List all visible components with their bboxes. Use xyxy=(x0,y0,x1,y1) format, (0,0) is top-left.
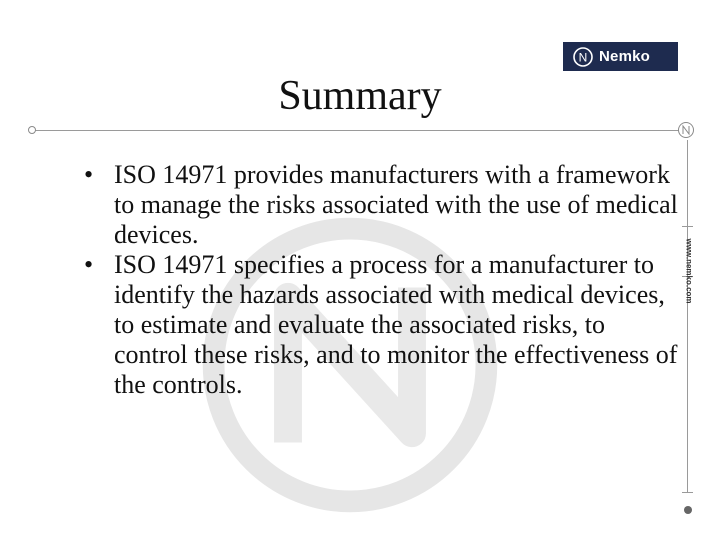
horizontal-rule xyxy=(33,130,683,131)
rule-end-dot-icon xyxy=(684,506,692,514)
rule-end-circle-icon xyxy=(28,126,36,134)
nemko-logo-mark-icon xyxy=(572,46,594,68)
vertical-rule xyxy=(687,140,688,492)
bullet-marker: • xyxy=(84,250,94,279)
bullet-marker: • xyxy=(84,160,94,189)
corner-n-mark-icon xyxy=(676,120,696,140)
nemko-logo xyxy=(563,42,678,71)
rule-tick xyxy=(682,492,693,493)
bullet-text: ISO 14971 provides manufacturers with a framework to manage the risks associated with the use of medical devices. xyxy=(114,160,678,249)
website-label: www.nemko.com xyxy=(684,238,694,304)
website-label-box xyxy=(683,236,695,306)
logo-name: Nemko xyxy=(599,48,651,65)
bullet-item xyxy=(84,250,684,400)
bullet-text: ISO 14971 specifies a process for a manufacturer to identify the hazards associated with medical devices, to estimate and evaluate the associated risks, to control these risks, and to monitor the effectiveness of the controls. xyxy=(114,250,678,399)
bullet-item xyxy=(84,160,684,250)
logo-mark-letter: N xyxy=(578,50,588,64)
bullet-list xyxy=(84,160,684,400)
slide-title: Summary xyxy=(278,73,442,119)
